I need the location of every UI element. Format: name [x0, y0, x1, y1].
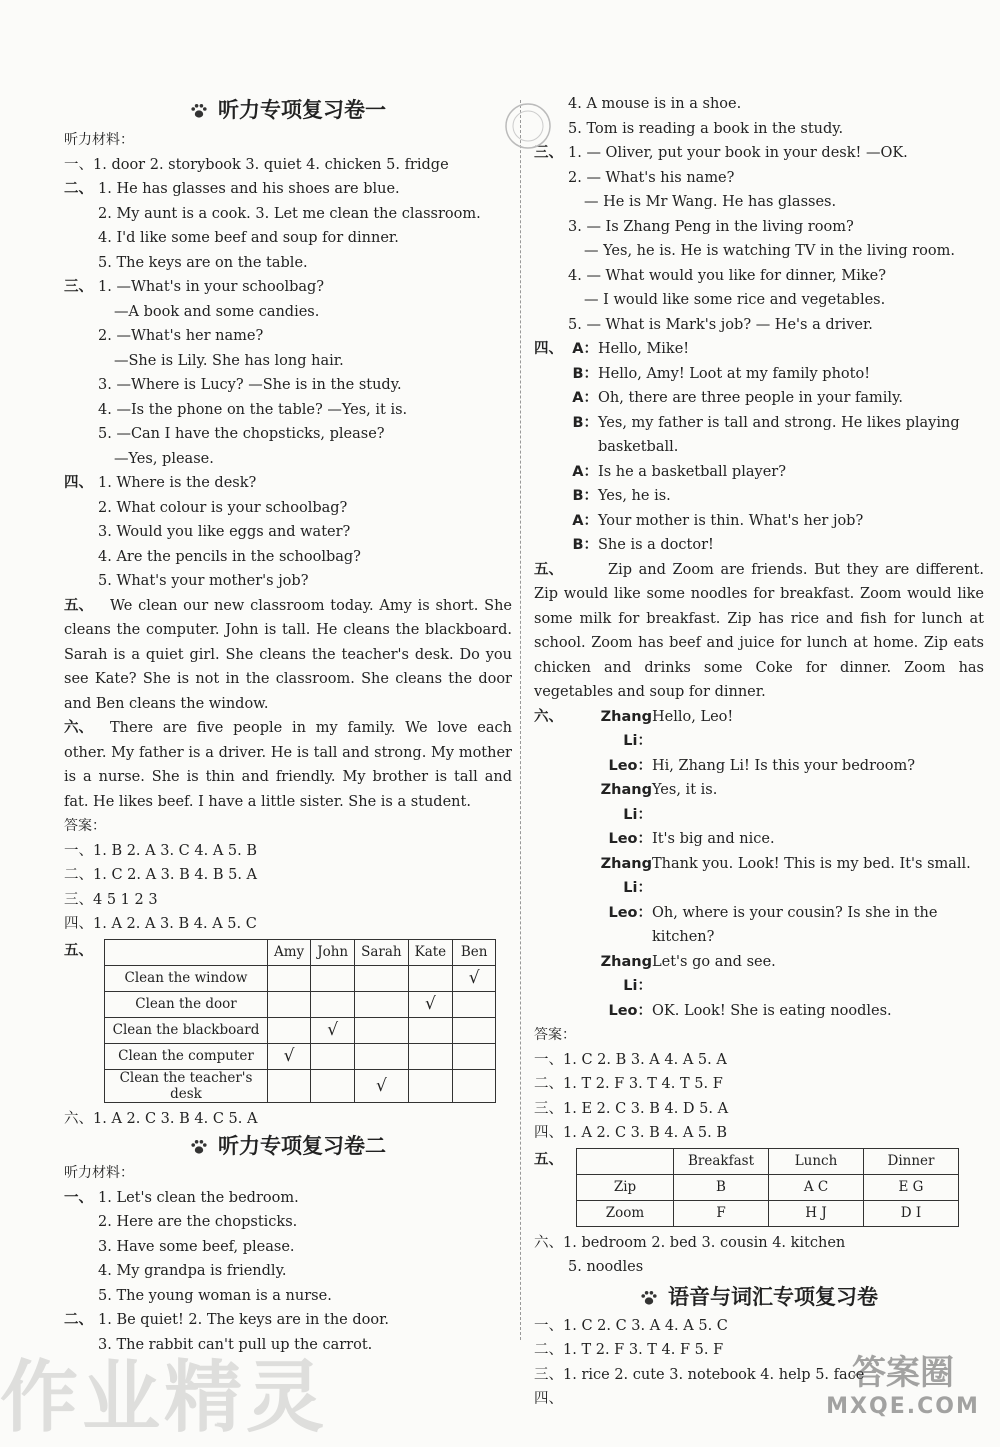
s3-line: 4. —Is the phone on the table? —Yes, it is.	[98, 401, 408, 418]
s3-line: 5. — What is Mark's job? — He's a driver.	[568, 316, 873, 333]
speaker: Zhang Li：	[600, 782, 652, 823]
utterance: Is he a basketball player?	[598, 463, 786, 480]
dialogue-row	[534, 705, 984, 754]
answer-line: 二、1. C 2. A 3. B 4. B 5. A	[64, 867, 258, 883]
speaker: Zhang Li：	[600, 708, 652, 749]
row-label: Clean the teacher's desk	[105, 1069, 268, 1102]
row-label: Clean the computer	[105, 1043, 268, 1069]
speaker: B：	[572, 365, 598, 382]
paw-icon	[190, 1138, 208, 1156]
p2-s1-line: 5. The young woman is a nurse.	[98, 1287, 332, 1304]
answer-line: 三、1. rice 2. cute 3. notebook 4. help 5. face	[534, 1366, 865, 1383]
table-row	[577, 1174, 959, 1200]
table-row	[105, 1043, 496, 1069]
s2-cont-line: 5. Tom is reading a book in the study.	[568, 120, 844, 137]
dialogue-row	[534, 852, 984, 901]
section-title-3	[534, 1280, 984, 1314]
sec-label: 五、	[534, 561, 563, 578]
p2-s2-line: 1. Be quiet! 2. The keys are in the door.	[98, 1312, 390, 1328]
cleaning-answer-table	[104, 939, 496, 1103]
table-header-cell: Amy	[268, 939, 311, 965]
sec-label: 四、	[534, 341, 563, 357]
answer-line: 三、4 5 1 2 3	[64, 891, 158, 908]
s4-line: 3. Would you like eggs and water?	[98, 524, 351, 540]
answer-line: 六、1. A 2. C 3. B 4. C 5. A	[64, 1110, 258, 1127]
table-cell: A C	[769, 1174, 864, 1200]
logo-url: MXQE.COM	[826, 1394, 980, 1419]
utterance: She is a doctor!	[598, 537, 714, 553]
sec-label: 二、	[64, 1312, 93, 1328]
s3-line: —A book and some candies.	[114, 303, 320, 320]
material-label: 听力材料：	[64, 132, 134, 148]
table-header-cell: Breakfast	[674, 1148, 769, 1174]
dialogue-row	[534, 411, 984, 460]
title-text: 语音与词汇专项复习卷	[668, 1284, 878, 1309]
s3-line: 2. —What's her name?	[98, 328, 264, 344]
s3-line: —Yes, please.	[114, 450, 214, 467]
sec-label: 四、	[64, 475, 93, 491]
s3-line: 1. — Oliver, put your book in your desk! —OK.	[568, 145, 908, 161]
s2-line: 1. He has glasses and his shoes are blue.	[98, 181, 400, 197]
s2-line: 4. I'd like some beef and soup for dinner.	[98, 230, 399, 246]
answer-line: 一、1. B 2. A 3. C 4. A 5. B	[64, 842, 258, 859]
section-title-2	[64, 1131, 512, 1161]
answer-line: 三、1. E 2. C 3. B 4. D 5. A	[534, 1100, 729, 1117]
sec-label: 二、	[64, 181, 93, 197]
paw-icon	[640, 1289, 658, 1307]
speaker: A：	[572, 512, 598, 529]
table-cell: D I	[864, 1200, 959, 1226]
speaker: A：	[572, 463, 598, 480]
sec-label: 三、	[64, 279, 93, 295]
table-header-cell: Dinner	[864, 1148, 959, 1174]
answer-label: 答案：	[64, 818, 106, 834]
sec-label: 五、	[64, 942, 93, 959]
table-cell: Zip	[577, 1174, 674, 1200]
watermark-text: 作业精灵	[0, 1353, 329, 1443]
utterance: Oh, there are three people in your family.	[598, 390, 903, 406]
s6-text: There are five people in my family. We love each other. My father is a driver. He is tall and strong. My mother is a nurse. She is thin and friendly. My brother is tall and fat. He likes beef. I have a little sister. She is a student.	[64, 720, 512, 810]
answer-line: 二、1. T 2. F 3. T 4. F 5. F	[534, 1342, 724, 1358]
answer-line: 5. noodles	[568, 1259, 644, 1275]
utterance: It's big and nice.	[652, 831, 775, 847]
answer-table-block	[64, 939, 512, 1103]
utterance: Hello, Leo!	[652, 708, 734, 725]
table-cell: F	[674, 1200, 769, 1226]
answer-table-block	[534, 1148, 984, 1227]
dialogue-row	[534, 484, 984, 509]
check-mark: √	[408, 991, 453, 1017]
table-cell: B	[674, 1174, 769, 1200]
s4-line: 5. What's your mother's job?	[98, 573, 309, 589]
answer-line: 六、1. bedroom 2. bed 3. cousin 4. kitchen	[534, 1234, 846, 1251]
dialogue-row	[534, 950, 984, 999]
check-mark: √	[311, 1017, 355, 1043]
table-row	[105, 1069, 496, 1102]
check-mark: √	[268, 1043, 311, 1069]
dialogue-row	[534, 754, 984, 779]
title-text: 听力专项复习卷二	[218, 1134, 386, 1158]
s2-line: 2. My aunt is a cook. 3. Let me clean the classroom.	[98, 205, 481, 222]
utterance: Yes, my father is tall and strong. He likes playing basketball.	[598, 414, 960, 455]
answer-line: 四、	[534, 1391, 563, 1407]
s3-line: 3. — Is Zhang Peng in the living room?	[568, 218, 854, 235]
dialogue-row	[534, 337, 984, 362]
s3-line: 5. —Can I have the chopsticks, please?	[98, 426, 385, 442]
dialogue-row	[534, 999, 984, 1024]
dialogue-row	[534, 509, 984, 534]
utterance: OK. Look! She is eating noodles.	[652, 1002, 892, 1019]
s3-line: 2. — What's his name?	[568, 169, 735, 186]
table-header-cell: Sarah	[355, 939, 409, 965]
column-divider	[520, 100, 521, 1340]
table-row	[105, 1017, 496, 1043]
s3-line: — I would like some rice and vegetables.	[584, 292, 886, 308]
s2-cont-line: 4. A mouse is in a shoe.	[568, 96, 742, 112]
answer-line: 一、1. C 2. B 3. A 4. A 5. A	[534, 1051, 727, 1068]
p2-s2-line: 3. The rabbit can't pull up the carrot.	[98, 1336, 373, 1353]
p2-s1-line: 2. Here are the chopsticks.	[98, 1214, 298, 1230]
s5-text: We clean our new classroom today. Amy is short. She cleans the computer. John is tall. He cleans the blackboard. Sarah is a quiet girl. She cleans the teacher's desk. Do you see Kate? She is not in the classroom. She cleans the door and Ben cleans the window.	[64, 597, 512, 712]
section-title-1	[64, 92, 512, 128]
speaker: Leo：	[608, 904, 652, 921]
speaker: A：	[572, 390, 598, 406]
table-header-cell: Lunch	[769, 1148, 864, 1174]
logo-text: 答案圈	[852, 1353, 954, 1393]
paragraph-s5	[534, 558, 984, 705]
table-row	[577, 1200, 959, 1226]
sec-label: 六、	[534, 708, 563, 725]
dialogue-row	[534, 386, 984, 411]
p2-s1-line: 1. Let's clean the bedroom.	[98, 1189, 299, 1206]
table-row	[105, 965, 496, 991]
title-text: 听力专项复习卷一	[218, 98, 386, 122]
sec-label: 五、	[534, 1151, 563, 1168]
answer-line: 二、1. T 2. F 3. T 4. T 5. F	[534, 1076, 723, 1092]
s4-line: 1. Where is the desk?	[98, 475, 257, 491]
row-label: Clean the window	[105, 965, 268, 991]
s3-line: — He is Mr Wang. He has glasses.	[584, 194, 837, 210]
speaker: Leo：	[608, 757, 652, 774]
s3-line: — Yes, he is. He is watching TV in the living room.	[584, 243, 955, 259]
paw-icon	[190, 102, 208, 120]
table-header-cell	[105, 939, 268, 965]
utterance: Thank you. Look! This is my bed. It's small.	[652, 855, 971, 872]
p2-s1-line: 4. My grandpa is friendly.	[98, 1263, 287, 1279]
sec-label: 六、	[64, 720, 93, 736]
table-cell: H J	[769, 1200, 864, 1226]
utterance: Your mother is thin. What's her job?	[598, 512, 864, 529]
answer-line: 一、1. C 2. C 3. A 4. A 5. C	[534, 1317, 728, 1334]
s4-line: 4. Are the pencils in the schoolbag?	[98, 548, 361, 565]
dialogue-row	[534, 778, 984, 827]
left-column	[64, 92, 512, 1357]
dialogue-row	[534, 901, 984, 950]
watermark-logo	[818, 1345, 988, 1417]
answer-label: 答案：	[534, 1027, 576, 1043]
table-cell: E G	[864, 1174, 959, 1200]
paragraph-s6	[64, 716, 512, 814]
table-header-cell: Kate	[408, 939, 453, 965]
utterance: Hello, Mike!	[598, 341, 690, 357]
right-column	[534, 92, 984, 1412]
dialogue-row	[534, 827, 984, 852]
s3-line: 3. —Where is Lucy? —She is in the study.	[98, 377, 402, 393]
answer-line: 四、1. A 2. A 3. B 4. A 5. C	[64, 916, 257, 932]
utterance: Hi, Zhang Li! Is this your bedroom?	[652, 757, 915, 774]
sec-label: 三、	[534, 145, 563, 161]
paragraph-s5	[64, 594, 512, 717]
s3-line: —She is Lily. She has long hair.	[114, 352, 344, 369]
utterance: Yes, he is.	[598, 488, 671, 504]
check-mark: √	[453, 965, 496, 991]
meals-answer-table	[576, 1148, 959, 1227]
sec-label: 五、	[64, 597, 93, 614]
speaker: B：	[572, 488, 598, 504]
stamp-mark	[502, 100, 554, 152]
speaker: B：	[572, 414, 598, 431]
speaker: Leo：	[608, 831, 652, 847]
s3-line: 1. —What's in your schoolbag?	[98, 279, 325, 295]
table-cell: Zoom	[577, 1200, 674, 1226]
material-label: 听力材料：	[64, 1165, 134, 1181]
table-header-cell	[577, 1148, 674, 1174]
speaker: Zhang Li：	[600, 953, 652, 994]
utterance: Oh, where is your cousin? Is she in the kitchen?	[652, 904, 938, 945]
speaker: A：	[572, 341, 598, 357]
row-label: Clean the blackboard	[105, 1017, 268, 1043]
s2-line: 5. The keys are on the table.	[98, 254, 308, 271]
sec-label: 一、	[64, 1189, 93, 1206]
row-label: Clean the door	[105, 991, 268, 1017]
dialogue-row	[534, 362, 984, 387]
speaker: B：	[572, 537, 598, 553]
s3-line: 4. — What would you like for dinner, Mike?	[568, 267, 887, 284]
s4-line: 2. What colour is your schoolbag?	[98, 499, 348, 516]
s5-text: Zip and Zoom are friends. But they are different. Zip would like some noodles for breakfast. Zoom would like some milk for breakfast. Zip has rice and fish for lunch at school. Zoom has beef and juice for lunch at home. Zip eats chicken and drinks some Coke for dinner. Zoom has vegetables and soup for dinner.	[534, 561, 984, 700]
check-mark: √	[355, 1069, 409, 1102]
answer-line: 四、1. A 2. C 3. B 4. A 5. B	[534, 1125, 728, 1141]
table-header-cell: John	[311, 939, 355, 965]
p2-s1-line: 3. Have some beef, please.	[98, 1238, 295, 1255]
dialogue-row	[534, 533, 984, 558]
table-row	[105, 991, 496, 1017]
utterance: Yes, it is.	[652, 782, 718, 798]
utterance: Hello, Amy! Loot at my family photo!	[598, 365, 871, 382]
utterance: Let's go and see.	[652, 953, 776, 970]
speaker: Zhang Li：	[600, 855, 652, 896]
speaker: Leo：	[608, 1002, 652, 1019]
dialogue-row	[534, 460, 984, 485]
listening-s1: 一、1. door 2. storybook 3. quiet 4. chicken 5. fridge	[64, 156, 449, 173]
table-header-cell: Ben	[453, 939, 496, 965]
